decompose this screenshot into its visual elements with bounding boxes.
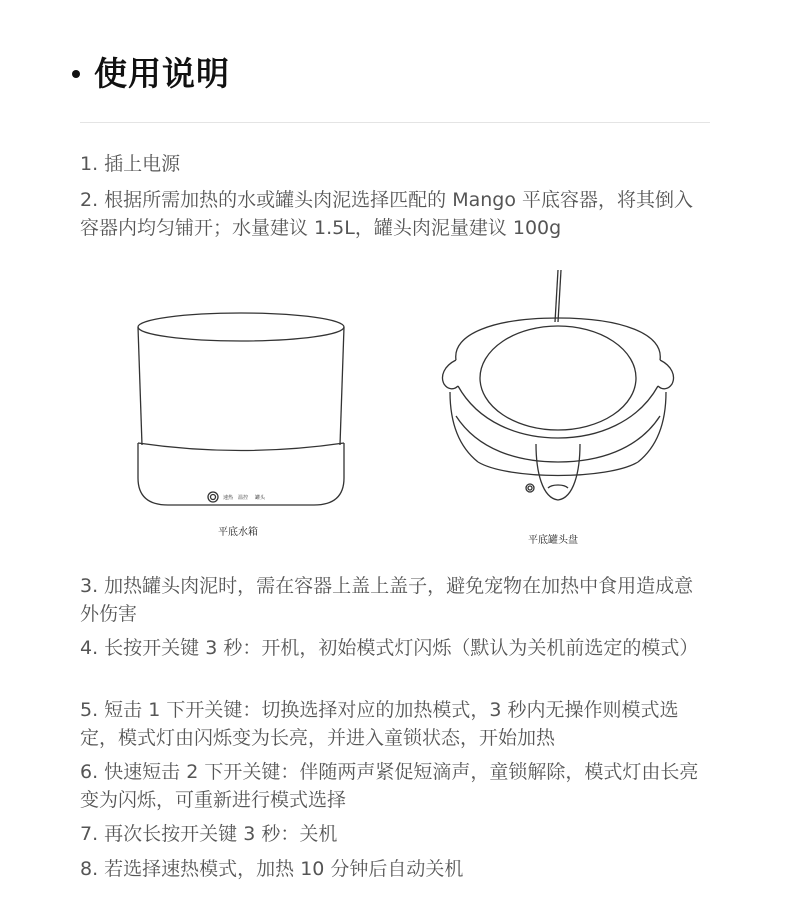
step-6: 6. 快速短击 2 下开关键：伴随两声紧促短滴声，童锁解除，模式灯由长亮变为闪烁，可重新进行模式选择 (80, 761, 699, 811)
mode-label-1: 速热 (223, 495, 234, 501)
step-3: 3. 加热罐头肉泥时，需在容器上盖上盖子，避免宠物在加热中食用造成意外伤害 (80, 575, 694, 625)
step-4: 4. 长按开关键 3 秒：开机，初始模式灯闪烁（默认为关机前选定的模式） (80, 637, 699, 659)
step-8: 8. 若选择速热模式，加热 10 分钟后自动关机 (80, 858, 464, 880)
step-2: 2. 根据所需加热的水或罐头肉泥选择匹配的 Mango 平底容器，将其倒入容器内均匀铺开；水量建议 1.5L，罐头肉泥量建议 100g (80, 189, 694, 239)
water-tank-caption: 平底水箱 (218, 527, 258, 538)
step-1: 1. 插上电源 (80, 153, 181, 175)
page-title: 使用说明 (94, 54, 230, 93)
step-7: 7. 再次长按开关键 3 秒：关机 (80, 823, 338, 845)
divider (80, 122, 710, 123)
bullet-dot (72, 70, 80, 78)
step-5: 5. 短击 1 下开关键：切换选择对应的加热模式，3 秒内无操作则模式选定，模式灯由闪烁变为长亮，并进入童锁状态，开始加热 (80, 699, 679, 749)
mode-label-2: 温控 (238, 495, 249, 501)
can-plate-caption: 平底罐头盘 (528, 535, 578, 546)
can-plate-illustration (438, 266, 678, 516)
section-header (72, 48, 230, 95)
mode-label-3: 罐头 (255, 495, 266, 501)
water-tank-illustration (128, 300, 358, 515)
